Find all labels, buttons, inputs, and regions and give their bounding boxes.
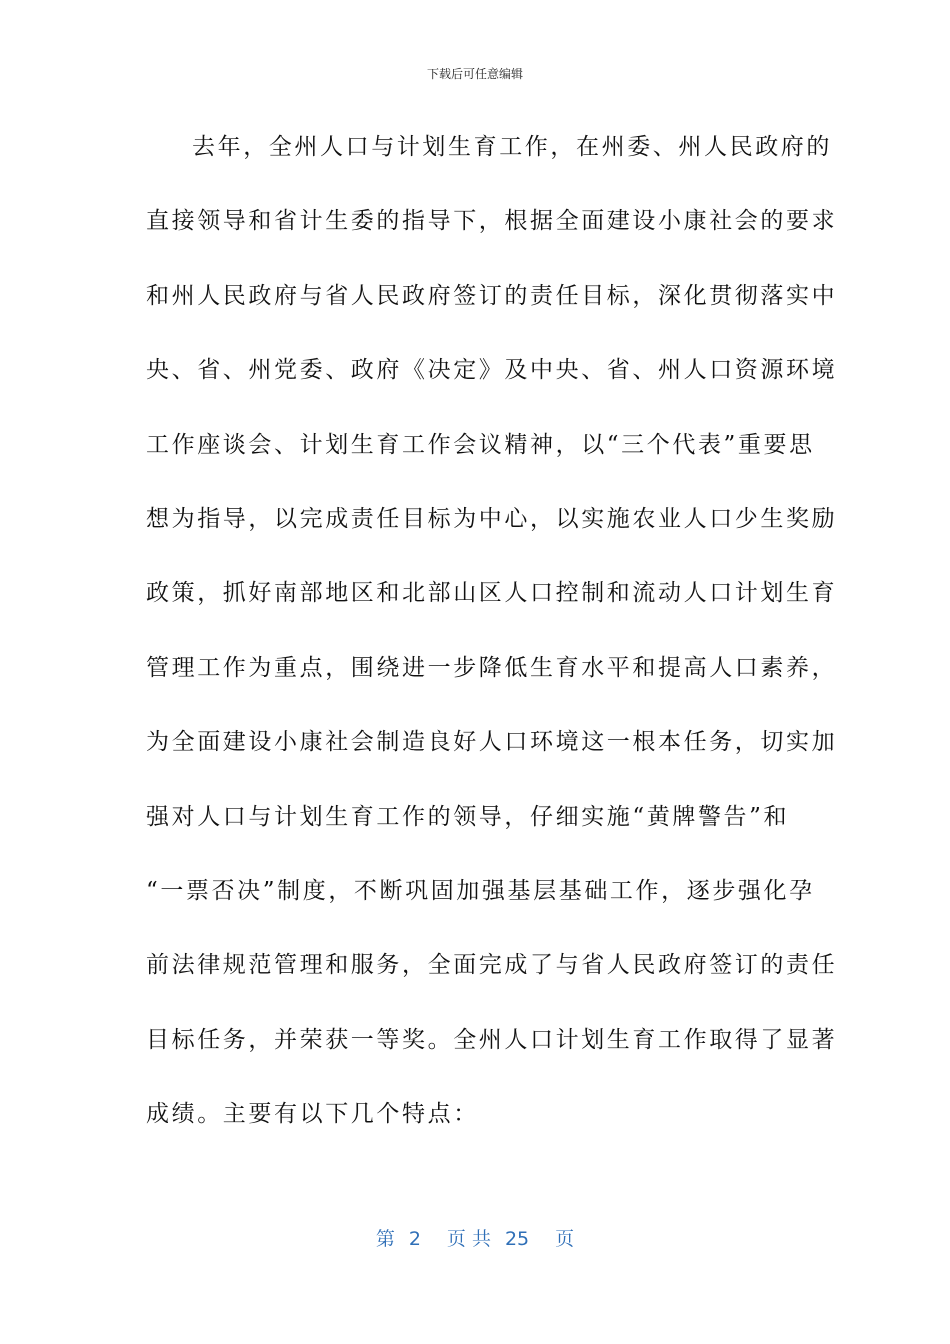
text-line: 成绩。主要有以下几个特点： bbox=[146, 1101, 479, 1128]
total-pages-number: 25 bbox=[504, 1228, 530, 1250]
current-page-number: 2 bbox=[408, 1228, 421, 1250]
page-suffix: 页 bbox=[555, 1228, 575, 1250]
text-line: 工作座谈会、计划生育工作会议精神，以“三个代表”重要思 bbox=[146, 431, 815, 458]
page-header-note: 下载后可任意编辑 bbox=[426, 67, 523, 81]
text-line: 为全面建设小康社会制造良好人口环境这一根本任务，切实加 bbox=[146, 729, 838, 756]
body-text bbox=[146, 124, 838, 1165]
text-line: 前法律规范管理和服务，全面完成了与省人民政府签订的责任 bbox=[146, 952, 838, 979]
text-line: 去年，全州人口与计划生育工作，在州委、州人民政府的 bbox=[192, 134, 832, 160]
text-line: 和州人民政府与省人民政府签订的责任目标，深化贯彻落实中 bbox=[146, 282, 838, 309]
text-line: 央、省、州党委、政府《决定》及中央、省、州人口资源环境 bbox=[146, 357, 838, 384]
text-line: 目标任务，并荣获一等奖。全州人口计划生育工作取得了显著 bbox=[146, 1026, 838, 1053]
text-line: 强对人口与计划生育工作的领导，仔细实施“黄牌警告”和 bbox=[146, 803, 790, 830]
text-line: 管理工作为重点，围绕进一步降低生育水平和提高人口素养， bbox=[146, 654, 838, 681]
page-middle-text: 页 共 bbox=[446, 1228, 491, 1250]
page-prefix: 第 bbox=[375, 1228, 395, 1250]
text-line: 政策，抓好南部地区和北部山区人口控制和流动人口计划生育 bbox=[146, 580, 838, 607]
text-line: 直接领导和省计生委的指导下，根据全面建设小康社会的要求 bbox=[146, 208, 838, 235]
text-line: 想为指导，以完成责任目标为中心，以实施农业人口少生奖励 bbox=[146, 505, 838, 532]
text-line: “一票否决”制度，不断巩固加强基层基础工作，逐步强化孕 bbox=[146, 877, 815, 904]
page-number-footer bbox=[0, 1226, 950, 1252]
